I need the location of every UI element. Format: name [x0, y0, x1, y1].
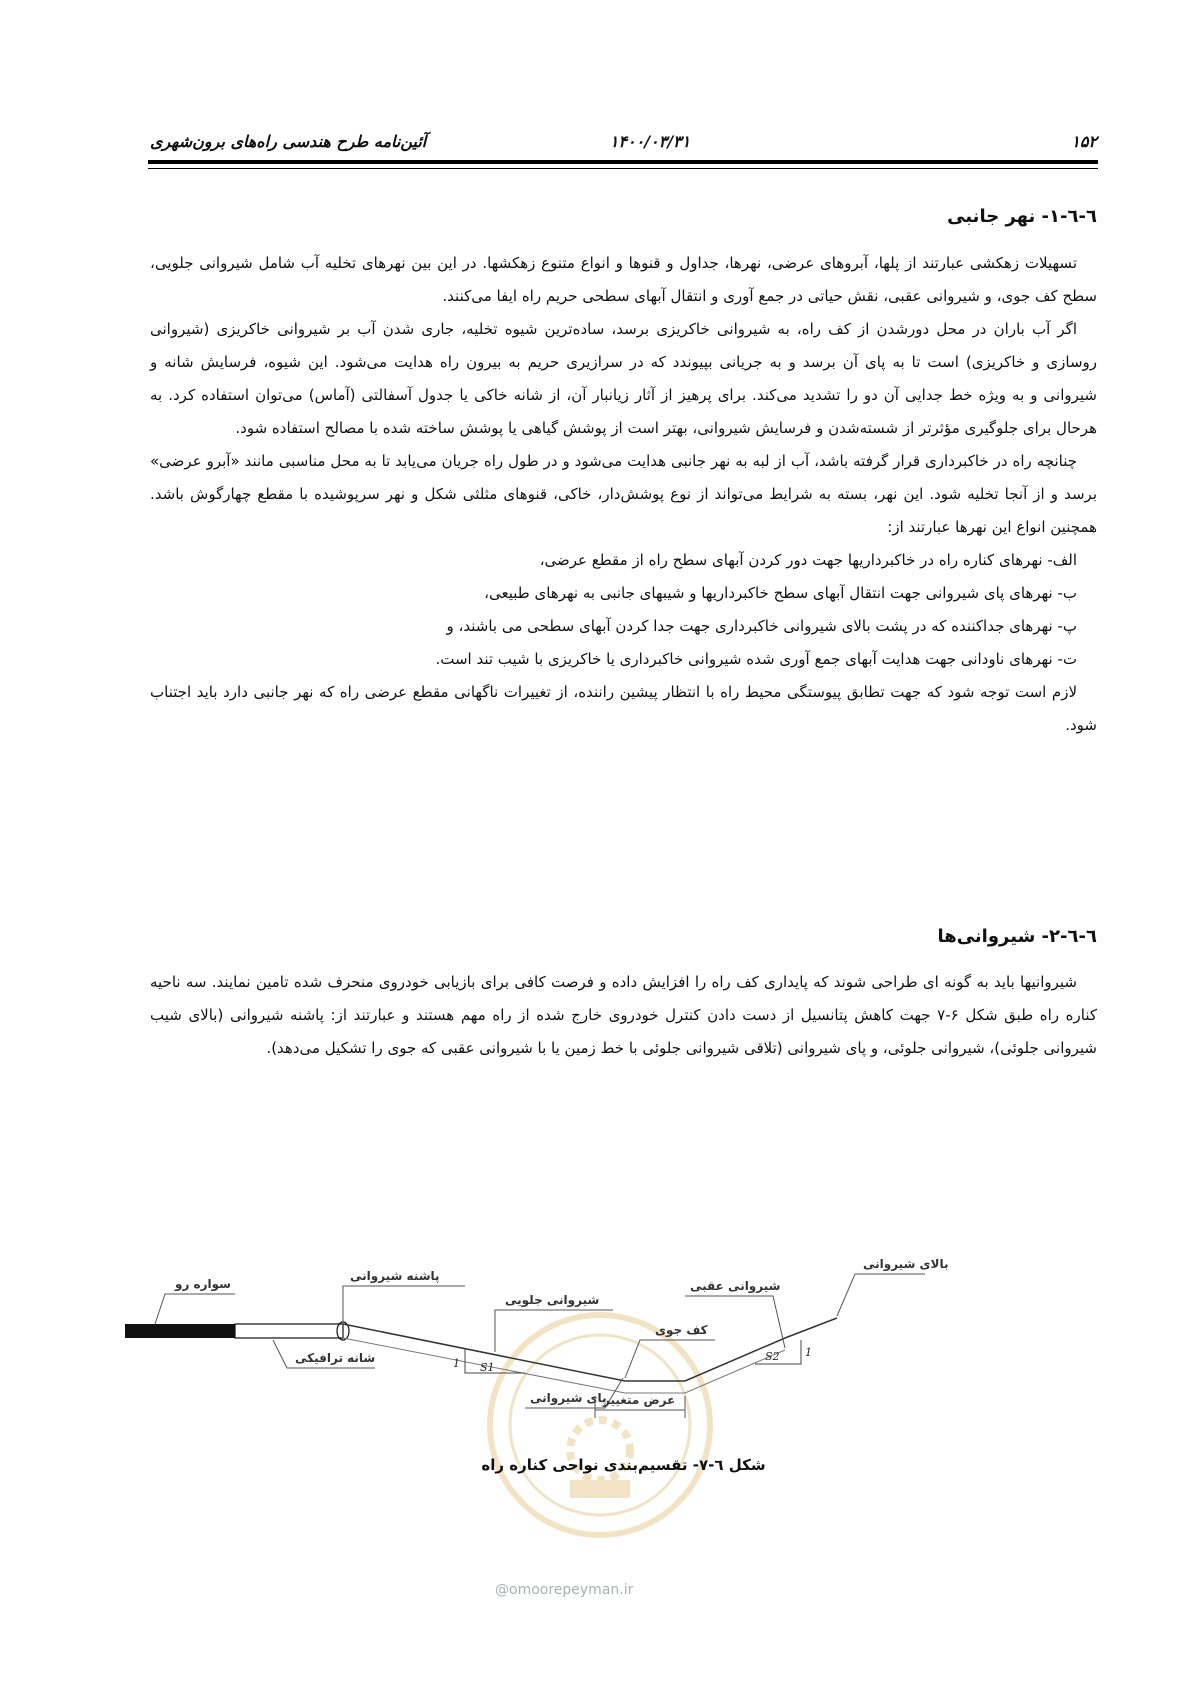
book-title: آئین‌نامه طرح هندسی راه‌های برون‌شهری — [150, 132, 427, 151]
section-heading-slopes: ٦-٦-٢- شیروانی‌ها — [937, 926, 1097, 947]
list-item: پ- نهرهای جداکننده که در پشت بالای شیروانی خاکبرداری جهت جدا کردن آبهای سطحی می باشند، و — [446, 617, 1077, 635]
section-heading-side-ditch: ٦-٦-١- نهر جانبی — [947, 206, 1097, 227]
paragraph: تسهیلات زهکشی عبارتند از پلها، آبروهای عرضی، نهرها، جداول و قنوها و انواع متنوع زهکشها. در این بین نهرهای تخلیه آب شامل شیروانی جلویی، سطح کف جوی، و شیروانی عقبی، نقش حیاتی در جمع آوری و انتقال آبهای سطحی حریم راه ایفا می‌کنند. — [150, 254, 1097, 305]
s1-label: S1 — [480, 1361, 495, 1374]
paragraph: اگر آب باران در محل دورشدن از کف راه، به شیروانی خاکریزی برسد، ساده‌ترین شیوه تخلیه، جاری شدن آب بر شیروانی خاکریزی (شیروانی روسازی و خاکریزی) است تا به پای آن برسد و به جریانی بپیوندد که در سرازیری حریم به بیرون راه هدایت می‌شود. این شیوه، فرسایش شانه و شیروانی و به ویژه خط جدایی آن دو را تشدید می‌کند. برای پرهیز از آثار زیانبار آن، از شانه خاکی یا جدول آسفالتی (آماس) می‌توان استفاده کرد. به هرحال برای جلوگیری مؤثرتر از شسته‌شدن و فرسایش شیروانی، بهتر است از پوشش گیاهی یا پوشش ساخته شده با مصالح استفاده شود. — [150, 320, 1097, 437]
travelled-way-bar — [125, 1324, 235, 1338]
label-top-backslope: بالای شیروانی — [863, 1257, 949, 1271]
label-ditch-bottom: کف جوی — [655, 1323, 708, 1337]
paragraph: چنانچه راه در خاکبرداری قرار گرفته باشد، آب از لبه به نهر جانبی هدایت می‌شود و در طول راه جریان می‌یابد تا به محل مناسبی مانند «آبرو عرضی» برسد و از آنجا تخلیه شود. این نهر، بسته به شرایط می‌تواند از نوع پوشش‌دار، خاکی، قنوهای مثلثی شکل و نهر سرپوشیده با مقطع چهارگوش باشد. همچنین انواع این نهرها عبارتند از: — [150, 452, 1097, 536]
label-travelled-way: سواره رو — [175, 1277, 231, 1291]
s1-one: 1 — [453, 1357, 460, 1370]
section1-body — [150, 247, 1097, 742]
s2-one: 1 — [805, 1346, 812, 1359]
label-foreslope: شیروانی جلویی — [505, 1293, 600, 1307]
shoulder-bar — [235, 1324, 343, 1338]
page-number: ۱۵۲ — [1071, 132, 1097, 151]
header-rule-thin — [148, 168, 1098, 169]
ground-profile — [343, 1318, 837, 1381]
cross-section-figure — [125, 1228, 1005, 1428]
list-item: ب- نهرهای پای شیروانی جهت انتقال آبهای سطح خاکبرداریها و شیبهای جانبی به نهرهای طبیعی، — [484, 584, 1077, 602]
list-item: ت- نهرهای ناودانی جهت هدایت آبهای جمع آوری شده شیروانی خاکبرداری یا خاکریزی با شیب تند است. — [435, 650, 1077, 668]
header-date: ۱۴۰۰/۰۳/۳۱ — [609, 132, 691, 151]
label-shoulder: شانه ترافیکی — [295, 1351, 376, 1365]
paragraph: شیروانیها باید به گونه ای طراحی شوند که پایداری کف راه را افزایش داده و فرصت کافی برای بازیابی خودروی منحرف شده تامین نمایند. سه ناحیه کناره راه طبق شکل ۶-۷ جهت کاهش پتانسیل از دست دادن کنترل خودروی خارج شده از راه مهم هستند و عبارتند از: پاشنه شیروانی (بالای شیب شیروانی جلوئی)، شیروانی جلوئی، و پای شیروانی (تلاقی شیروانی جلوئی با خط زمین یا با شیروانی عقبی که جوی را تشکیل می‌دهد). — [150, 973, 1097, 1057]
ground-profile-lower — [343, 1338, 785, 1393]
figure-caption: شکل ٦-٧- تقسیم‌بندی نواحی کناره راه — [481, 1456, 766, 1474]
header-rule-thick — [148, 160, 1098, 164]
watermark-url: @omoorepeyman.ir — [495, 1582, 634, 1598]
cross-section-diagram — [125, 1228, 1005, 1428]
running-header — [150, 128, 1097, 162]
label-hinge: پاشنه شیروانی — [350, 1269, 440, 1283]
s2-label: S2 — [765, 1350, 780, 1363]
paragraph: لازم است توجه شود که جهت تطابق پیوستگی محیط راه با انتظار پیشین راننده، از تغییرات ناگهانی مقطع عرضی راه که نهر جانبی دارد باید اجتناب شود. — [150, 683, 1097, 734]
label-backslope: شیروانی عقبی — [690, 1279, 781, 1293]
list-item: الف- نهرهای کناره راه در خاکبرداریها جهت دور کردن آبهای سطح راه از مقطع عرضی، — [539, 551, 1077, 569]
label-toe: پای شیروانی — [530, 1391, 607, 1405]
section2-body — [150, 966, 1097, 1065]
label-variable-width: عرض متغییر — [603, 1393, 676, 1407]
